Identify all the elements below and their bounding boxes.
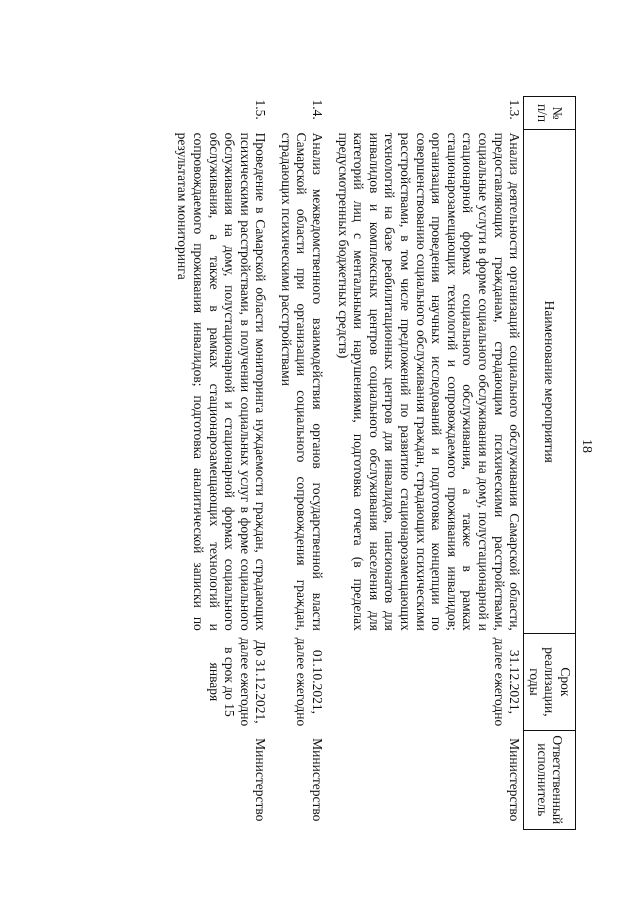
row-num: 1.5. — [253, 99, 269, 120]
row-name: Проведение в Самарской области мониторинга нуждаемости граждан, страдающих психическими расстройствами, в получении социальных услуг в форме социального обслуживания на дому, полустационарной и стационарной формах социального обслуживания, а также в рамках стационарозамещающих технологий и сопровождаемого проживания инвалидов; подготовка аналитической записки по результатам мониторинга — [175, 132, 269, 631]
row-date: 01.10.2021, далее ежегодно — [294, 637, 326, 727]
page-number: 18 — [579, 439, 594, 453]
table-row — [277, 97, 326, 830]
header-name: Наименование мероприятия — [524, 130, 576, 634]
row-date: 31.12.2021, далее ежегодно — [334, 634, 524, 730]
row-executor: Министерство — [253, 738, 269, 822]
table-header-row — [524, 97, 576, 830]
header-num: № п/п — [524, 97, 576, 130]
row-num: 1.3. — [334, 97, 524, 130]
table-row — [334, 97, 524, 830]
row-executor: Министерство — [310, 738, 326, 822]
measures-table — [174, 96, 576, 830]
row-num: 1.4. — [310, 99, 326, 120]
row-date: До 31.12.2021, далее ежегодно в срок до 15 января — [206, 637, 269, 727]
row-executor: Министерство — [334, 730, 524, 829]
header-executor: Ответственный исполнитель — [524, 730, 576, 829]
row-name: Анализ деятельности организаций социального обслуживания Самарской области, предоставляющих гражданам, страдающим психическими расстройствами, социальные услуги в форме социального обслуживания на дому, полустационарной и стационарной формах социального обслуживания, а также в рамках стационарозамещающих технологий и сопровождаемого проживания инвалидов; организация проведения научных исследований и подготовка концепции по совершенствованию социального обслуживания граждан, страдающих психическими расстройствами, в том числе предложений по развитию стационарозамещающих технологий на базе реабилитационных центров для инвалидов, пансионатов для инвалидов и комплексных центров социального обслуживания населения для категорий лиц с ментальными нарушениями, подготовка отчета (в пределах предусмотренных бюджетных средств) — [334, 130, 524, 634]
row-name: Анализ межведомственного взаимодействия органов государственной власти Самарской области при организации социального сопровождения граждан, страдающих психическими расстройствами — [278, 132, 326, 631]
header-date: Срок реализации, годы — [524, 634, 576, 730]
table-row — [174, 97, 270, 830]
